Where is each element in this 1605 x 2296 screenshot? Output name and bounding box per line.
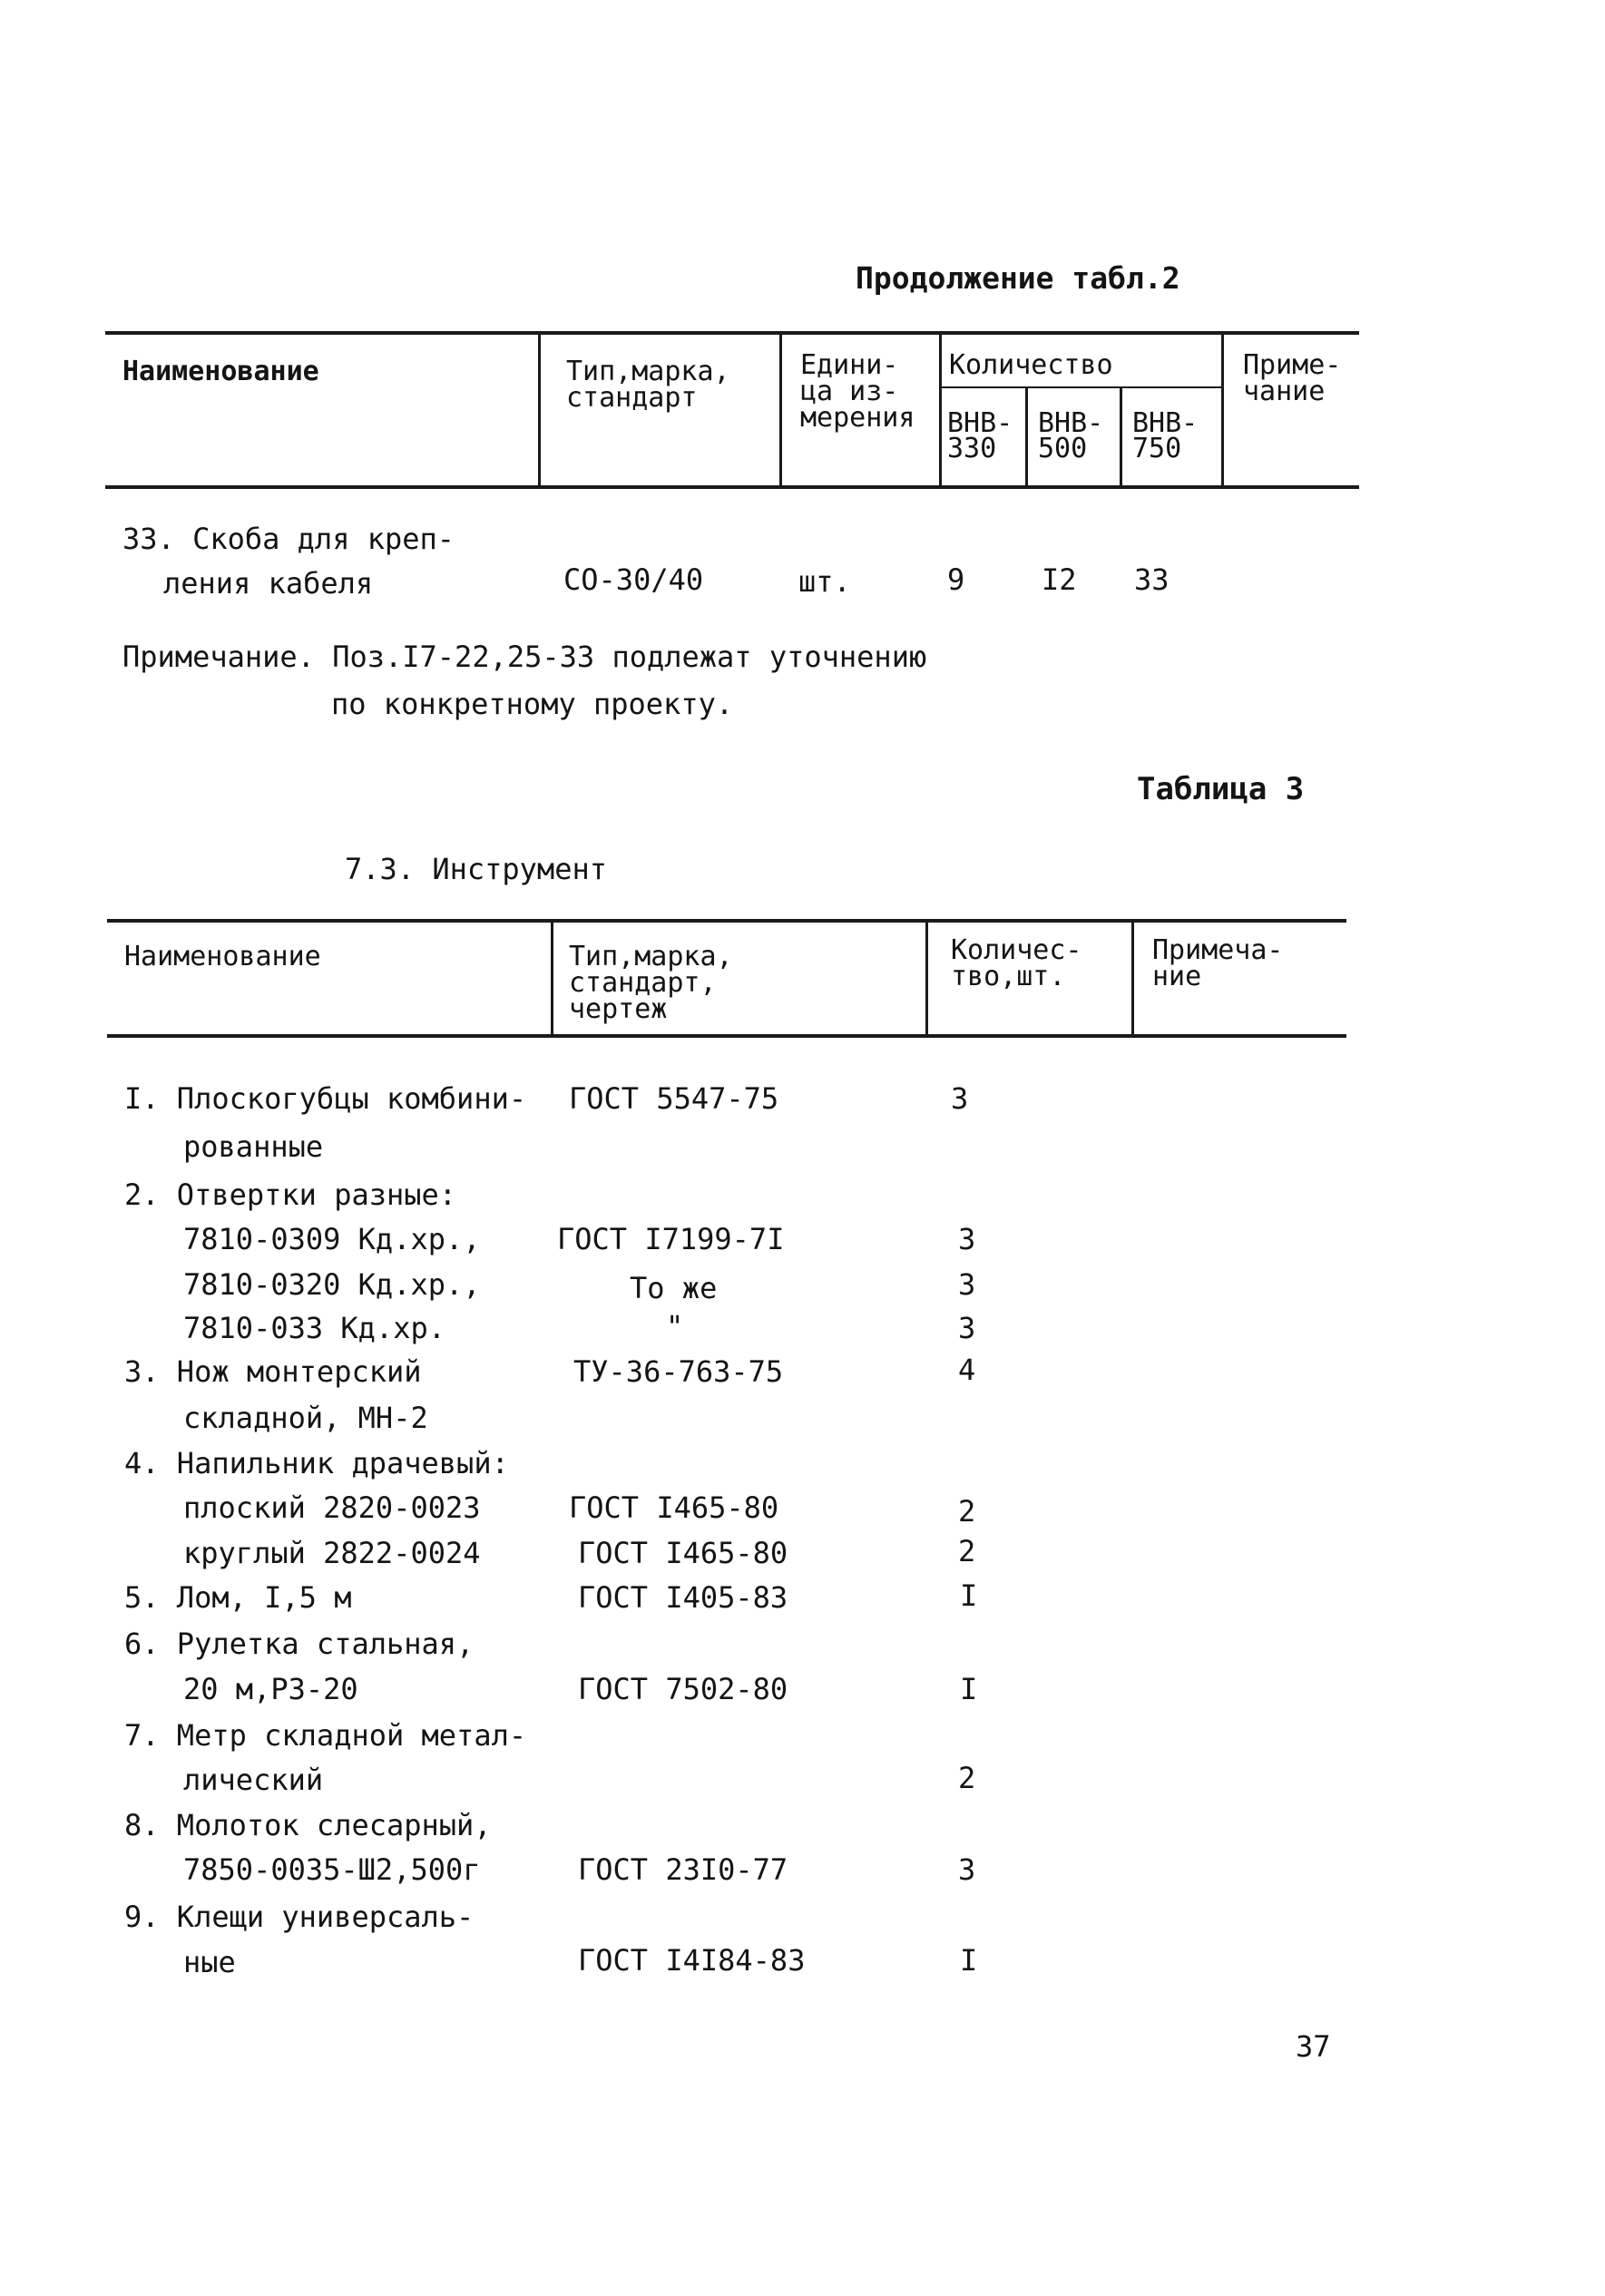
table3-row-name: 7850-0035-Ш2,500г bbox=[183, 1852, 481, 1887]
table2-header-qty-500: ВНВ- bbox=[1038, 407, 1104, 439]
table3-header-name: Наименование bbox=[124, 941, 321, 972]
table3-row-type: " bbox=[666, 1309, 684, 1343]
table3-header-note: Примеча- bbox=[1152, 934, 1284, 966]
table2-header-unit: Едини- bbox=[800, 349, 899, 381]
table3-row-name: 9. Клещи универсаль- bbox=[124, 1900, 475, 1934]
table2-row-name: ления кабеля bbox=[163, 566, 374, 601]
table3-col-divider bbox=[1131, 921, 1134, 1036]
table3-row-name: 7810-0320 Кд.хр., bbox=[183, 1267, 481, 1302]
table3-row-type: ГОСТ 5547-75 bbox=[569, 1081, 779, 1116]
table2-bottom-rule bbox=[105, 485, 1359, 489]
table3-header-type: стандарт, bbox=[569, 967, 717, 999]
page-number: 37 bbox=[1296, 2029, 1331, 2064]
table3-row-type: ГОСТ I405-83 bbox=[578, 1580, 788, 1615]
table2-header-note: Приме- bbox=[1243, 349, 1342, 381]
table3-header-type: чертеж bbox=[569, 993, 668, 1025]
table2-footnote: Примечание. Поз.I7-22,25-33 подлежат уточнению bbox=[122, 640, 927, 674]
table3-col-divider bbox=[925, 921, 928, 1036]
table3-row-name: 20 м,Р3-20 bbox=[183, 1672, 358, 1706]
table3-row-type: ТУ-36-763-75 bbox=[573, 1354, 784, 1389]
table3-row-name: 6. Рулетка стальная, bbox=[124, 1627, 475, 1661]
table2-row-qty-500: I2 bbox=[1042, 562, 1077, 597]
table2-header-name: Наименование bbox=[122, 356, 319, 387]
table3-row-name: 7810-033 Кд.хр. bbox=[183, 1311, 445, 1345]
table3-col-divider bbox=[551, 921, 553, 1036]
table2-row-qty-750: 33 bbox=[1134, 562, 1169, 597]
table2-col-divider bbox=[1221, 333, 1224, 487]
table3-row-name: плоский 2820-0023 bbox=[183, 1490, 481, 1525]
table3-row-name: рованные bbox=[183, 1129, 324, 1164]
table2-header-qty-330: ВНВ- bbox=[947, 407, 1013, 439]
table3-header-qty: Количес- bbox=[951, 934, 1082, 966]
table3-row-qty: I bbox=[960, 1578, 978, 1613]
table3-row-type: ГОСТ I7199-7I bbox=[557, 1222, 785, 1256]
table3-row-name: складной, МН-2 bbox=[183, 1401, 428, 1435]
table2-row-unit: шт. bbox=[798, 564, 851, 599]
table2-header-qty-330: 330 bbox=[947, 433, 997, 464]
table3-row-name: лический bbox=[183, 1763, 324, 1797]
table3-label: Таблица 3 bbox=[1137, 771, 1305, 807]
table3-row-qty: 3 bbox=[958, 1852, 976, 1887]
table3-section-title: 7.3. Инструмент bbox=[345, 852, 607, 886]
table2-col-divider bbox=[538, 333, 541, 487]
table3-top-rule bbox=[107, 919, 1346, 923]
table3-row-name: I. Плоскогубцы комбини- bbox=[124, 1081, 527, 1116]
table2-header-qty-750: ВНВ- bbox=[1132, 407, 1199, 439]
table2-col-divider bbox=[1025, 387, 1028, 487]
table3-row-name: 2. Отвертки разные: bbox=[124, 1177, 457, 1212]
table2-row-name: 33. Скоба для креп- bbox=[122, 522, 455, 556]
table2-header-unit: ца из- bbox=[800, 376, 899, 407]
table2-col-divider bbox=[1120, 387, 1122, 487]
table2-caption: Продолжение табл.2 bbox=[856, 260, 1180, 296]
table3-row-name: круглый 2822-0024 bbox=[183, 1536, 481, 1570]
table3-row-qty: 2 bbox=[958, 1761, 976, 1795]
table3-header-type: Тип,марка, bbox=[569, 941, 733, 972]
table3-header-bottom-rule bbox=[107, 1034, 1346, 1038]
table3-row-qty: 3 bbox=[958, 1222, 976, 1256]
table2-top-rule bbox=[105, 331, 1359, 335]
table3-row-type: То же bbox=[630, 1271, 718, 1305]
table2-header-qty-750: 750 bbox=[1132, 433, 1182, 464]
table3-row-name: 3. Нож монтерский bbox=[124, 1354, 422, 1389]
table2-col-divider bbox=[939, 333, 942, 487]
table3-row-qty: 3 bbox=[951, 1081, 969, 1116]
table2-col-divider bbox=[779, 333, 782, 487]
table3-row-qty: 4 bbox=[958, 1353, 976, 1387]
table3-row-type: ГОСТ I465-80 bbox=[569, 1490, 779, 1525]
table3-row-name: 8. Молоток слесарный, bbox=[124, 1808, 492, 1842]
table3-row-name: 7810-0309 Кд.хр., bbox=[183, 1222, 481, 1256]
table2-header-type: стандарт bbox=[566, 382, 698, 414]
table3-row-qty: 2 bbox=[958, 1494, 976, 1529]
table3-row-name: 4. Напильник драчевый: bbox=[124, 1446, 509, 1480]
table3-header-note: ние bbox=[1152, 961, 1202, 992]
table2-footnote: по конкретному проекту. bbox=[331, 687, 734, 721]
table2-row-qty-330: 9 bbox=[947, 562, 965, 597]
table3-row-name: 5. Лом, I,5 м bbox=[124, 1580, 352, 1615]
table3-row-qty: I bbox=[960, 1672, 978, 1706]
table3-row-qty: 3 bbox=[958, 1311, 976, 1345]
table2-qty-subrule bbox=[940, 386, 1222, 388]
table3-header-qty: тво,шт. bbox=[951, 961, 1066, 992]
table3-row-qty: 2 bbox=[958, 1534, 976, 1568]
table3-row-type: ГОСТ 7502-80 bbox=[578, 1672, 788, 1706]
table3-row-type: ГОСТ I465-80 bbox=[578, 1536, 788, 1570]
table2-header-type: Тип,марка, bbox=[566, 356, 730, 387]
table3-row-type: ГОСТ I4I84-83 bbox=[578, 1943, 806, 1978]
table2-header-qty: Количество bbox=[949, 349, 1113, 381]
table2-header-qty-500: 500 bbox=[1038, 433, 1088, 464]
table3-row-name: ные bbox=[183, 1945, 236, 1979]
table2-row-type: СО-30/40 bbox=[563, 562, 704, 597]
table3-row-type: ГОСТ 23I0-77 bbox=[578, 1852, 788, 1887]
table2-header-note: чание bbox=[1243, 376, 1326, 407]
table3-row-name: 7. Метр складной метал- bbox=[124, 1718, 527, 1753]
table3-row-qty: 3 bbox=[958, 1267, 976, 1302]
table3-row-qty: I bbox=[960, 1943, 978, 1978]
table2-header-unit: мерения bbox=[800, 402, 915, 434]
